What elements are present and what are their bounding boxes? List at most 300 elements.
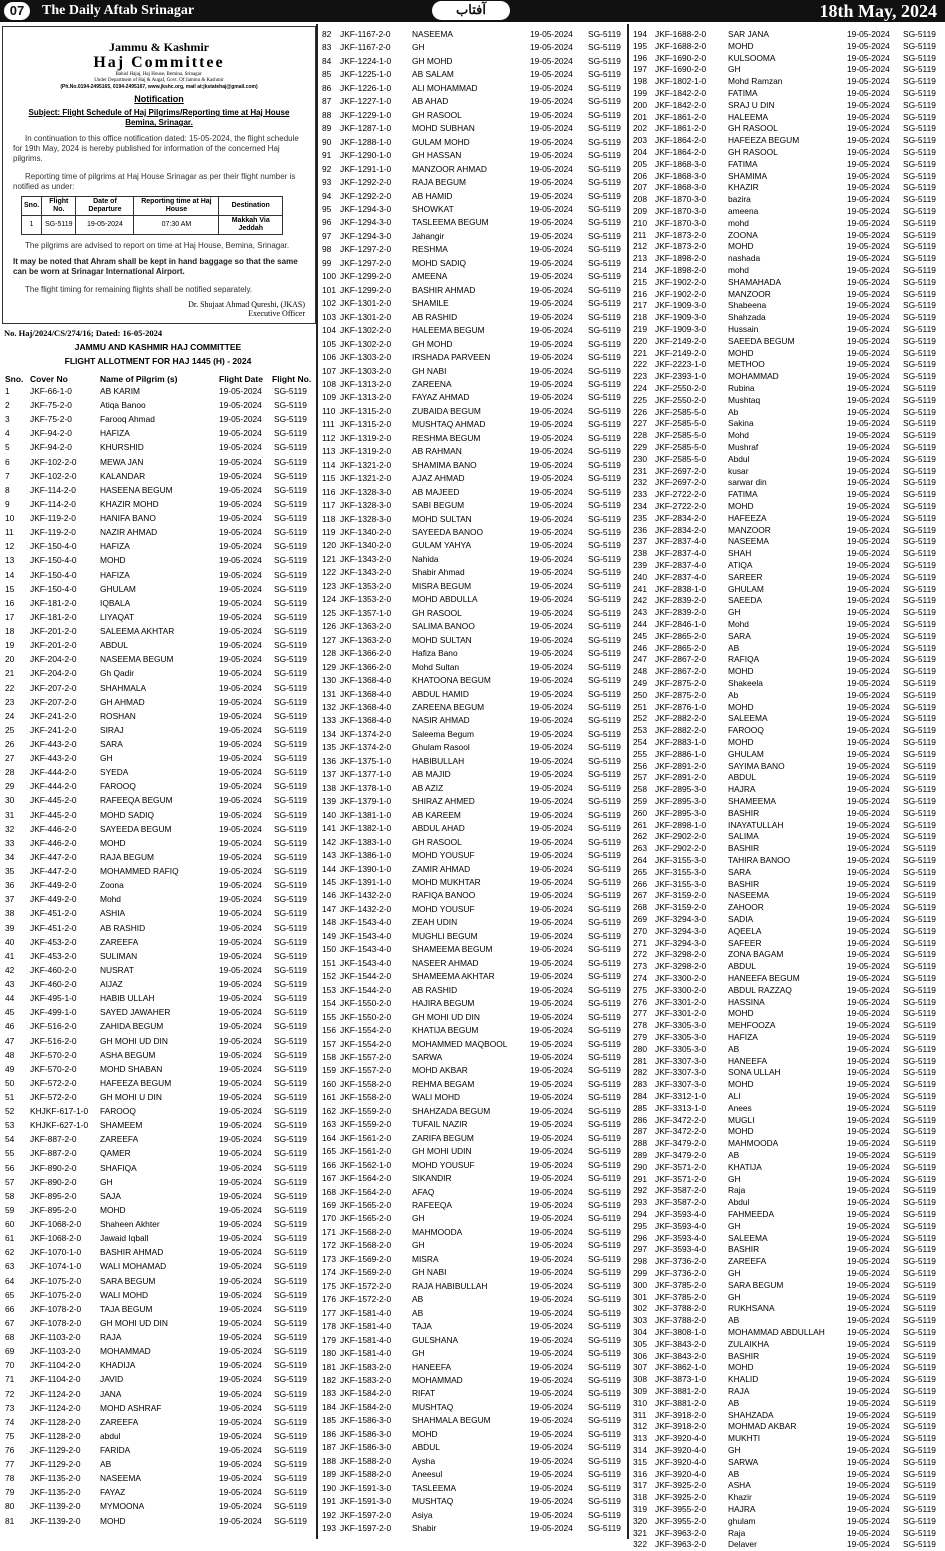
pilgrim-name: MOHAMMED RAFIQ <box>100 866 179 877</box>
flight-number: SG-5119 <box>588 1011 621 1022</box>
cover-number: JKF-1550-2-0 <box>340 998 392 1009</box>
flight-number: SG-5119 <box>588 661 621 672</box>
flight-date: 19-05-2024 <box>219 583 262 594</box>
cover-number: JKF-1690-2-0 <box>655 52 707 63</box>
pilgrim-name: FAROOQ <box>728 725 764 736</box>
flight-number: SG-5119 <box>903 1374 936 1385</box>
serial-number: 196 <box>633 52 647 63</box>
flight-date: 19-05-2024 <box>530 311 573 322</box>
flight-date: 19-05-2024 <box>530 473 573 484</box>
flight-number: SG-5119 <box>903 1008 936 1019</box>
flight-date: 19-05-2024 <box>847 1279 890 1290</box>
cover-number: JKF-1873-2-0 <box>655 241 707 252</box>
flight-number: SG-5119 <box>274 1077 307 1088</box>
flight-date: 19-05-2024 <box>847 111 890 122</box>
flight-date: 19-05-2024 <box>847 701 890 712</box>
flight-date: 19-05-2024 <box>847 949 890 960</box>
serial-number: 224 <box>633 383 647 393</box>
flight-date: 19-05-2024 <box>219 1388 262 1399</box>
flight-date: 19-05-2024 <box>530 405 573 416</box>
flight-date: 19-05-2024 <box>530 378 573 389</box>
cover-number: JKF-2886-1-0 <box>655 748 707 759</box>
cover-number: JKF-447-2-0 <box>30 851 77 862</box>
flight-number: SG-5119 <box>588 1240 621 1251</box>
pilgrim-name: SHAMEEMA <box>728 796 776 806</box>
pilgrim-name: KHATIJA BEGUM <box>412 1025 479 1036</box>
flight-date: 19-05-2024 <box>847 583 890 594</box>
flight-date: 19-05-2024 <box>530 446 573 457</box>
serial-number: 214 <box>633 265 647 275</box>
cover-number: JKF-1319-2-0 <box>340 446 392 457</box>
flight-number: SG-5119 <box>903 76 936 87</box>
pilgrim-name: MISRA <box>412 1253 439 1264</box>
flight-number: SG-5119 <box>903 359 936 370</box>
cover-number: JKF-1864-2-0 <box>655 147 707 157</box>
cover-number: JKF-1075-2-0 <box>30 1289 82 1300</box>
flight-date: 19-05-2024 <box>847 666 890 677</box>
cover-number: JKF-1288-1-0 <box>340 136 392 147</box>
flight-number: SG-5119 <box>903 123 936 134</box>
table-cell: 1 <box>22 216 42 235</box>
pilgrim-name: TASLEEMA BEGUM <box>412 217 489 228</box>
serial-number: 316 <box>633 1468 647 1479</box>
serial-number: 80 <box>5 1501 15 1512</box>
flight-number: SG-5119 <box>588 1455 621 1466</box>
pilgrim-name: HAFIZA <box>728 1032 758 1042</box>
flight-number: SG-5119 <box>588 1509 621 1520</box>
pilgrim-name: Shaheen Akhter <box>100 1219 160 1230</box>
flight-number: SG-5119 <box>588 473 621 484</box>
flight-number: SG-5119 <box>903 961 936 972</box>
pilgrim-name: AJAZ AHMAD <box>412 473 465 484</box>
pilgrim-name: AB <box>100 1459 112 1470</box>
cover-number: JKF-3918-2-0 <box>655 1421 707 1432</box>
serial-number: 126 <box>322 621 336 632</box>
pilgrim-name: kusar <box>728 465 749 476</box>
serial-number: 41 <box>5 950 15 961</box>
serial-number: 222 <box>633 359 647 370</box>
flight-date: 19-05-2024 <box>530 1294 573 1305</box>
flight-number: SG-5119 <box>588 1267 621 1278</box>
flight-number: SG-5119 <box>588 136 621 147</box>
pilgrim-name: ZAREENA <box>412 378 452 389</box>
allotment-title: JAMMU AND KASHMIR HAJ COMMITTEE <box>74 342 242 352</box>
flight-number: SG-5119 <box>588 96 621 107</box>
pilgrim-name: MOHD <box>728 737 754 747</box>
serial-number: 292 <box>633 1185 647 1196</box>
serial-number: 309 <box>633 1386 647 1396</box>
flight-date: 19-05-2024 <box>847 135 890 146</box>
cover-number: JKF-2895-3-0 <box>655 784 707 795</box>
flight-number: SG-5119 <box>588 298 621 309</box>
pilgrim-name: Khazir <box>728 1492 752 1503</box>
flight-date: 19-05-2024 <box>847 1468 890 1479</box>
flight-date: 19-05-2024 <box>530 1428 573 1439</box>
flight-date: 19-05-2024 <box>530 688 573 699</box>
pilgrim-name: MOHD MUKHTAR <box>412 876 481 887</box>
flight-number: SG-5119 <box>903 347 936 358</box>
flight-number: SG-5119 <box>903 583 936 594</box>
serial-number: 87 <box>322 96 332 107</box>
flight-number: SG-5119 <box>903 1539 936 1550</box>
flight-number: SG-5119 <box>903 1126 936 1137</box>
cover-number: JKF-1292-2-0 <box>340 177 392 188</box>
flight-number: SG-5119 <box>274 1063 307 1074</box>
cover-number: JKF-1597-2-0 <box>340 1523 392 1534</box>
cover-number: JKF-2585-5-0 <box>655 430 707 441</box>
flight-number: SG-5119 <box>588 1132 621 1143</box>
serial-number: 127 <box>322 634 336 645</box>
serial-number: 265 <box>633 866 647 877</box>
cover-number: JKF-1564-2-0 <box>340 1186 392 1197</box>
flight-date: 19-05-2024 <box>847 1315 890 1326</box>
serial-number: 289 <box>633 1150 647 1160</box>
serial-number: 213 <box>633 253 647 264</box>
flight-number: SG-5119 <box>588 1321 621 1332</box>
serial-number: 110 <box>322 405 336 416</box>
flight-number: SG-5119 <box>274 1275 307 1286</box>
flight-number: SG-5119 <box>903 453 936 464</box>
pilgrim-name: AB <box>728 1315 740 1326</box>
pilgrim-name: HAFIZA <box>100 541 130 552</box>
serial-number: 299 <box>633 1268 647 1278</box>
flight-number: SG-5119 <box>588 1173 621 1184</box>
cover-number: JKF-1135-2-0 <box>30 1473 81 1484</box>
flight-number: SG-5119 <box>903 914 936 924</box>
pilgrim-name: ZAREEFA <box>100 1134 139 1145</box>
flight-date: 19-05-2024 <box>219 724 262 735</box>
serial-number: 149 <box>322 930 336 941</box>
flight-date: 19-05-2024 <box>530 1119 573 1130</box>
flight-number: SG-5119 <box>903 843 936 854</box>
flight-date: 19-05-2024 <box>847 1527 890 1538</box>
serial-number: 15 <box>5 583 15 594</box>
pilgrim-name: TAJA BEGUM <box>100 1303 153 1314</box>
serial-number: 142 <box>322 836 336 847</box>
flight-date: 19-05-2024 <box>219 555 262 566</box>
flight-date: 19-05-2024 <box>847 1185 890 1196</box>
pilgrim-name: Saleema Begum <box>412 728 474 739</box>
serial-number: 103 <box>322 311 336 322</box>
cover-number: JKF-443-2-0 <box>30 739 77 749</box>
flight-number: SG-5119 <box>274 1360 307 1371</box>
serial-number: 112 <box>322 432 336 443</box>
pilgrim-name: BASHIR AHMAD <box>100 1247 164 1258</box>
pilgrim-name: MANZOOR <box>728 524 771 535</box>
pilgrim-name: AB <box>412 1307 424 1318</box>
pilgrim-name: ZAREENA BEGUM <box>412 702 485 712</box>
serial-number: 304 <box>633 1327 647 1337</box>
flight-date: 19-05-2024 <box>847 147 890 157</box>
pilgrim-name: IQBALA <box>100 597 131 608</box>
cover-number: JKF-499-1-0 <box>30 1007 77 1018</box>
flight-date: 19-05-2024 <box>530 809 573 820</box>
cover-number: JKF-1294-3-0 <box>340 217 392 228</box>
serial-number: 174 <box>322 1267 336 1278</box>
cover-number: JKF-1565-2-0 <box>340 1200 392 1211</box>
cover-number: JKF-75-2-0 <box>30 414 72 425</box>
flight-number: SG-5119 <box>588 82 621 93</box>
cover-number: JKF-887-2-0 <box>30 1134 77 1145</box>
cover-number: KHJKF-627-1-0 <box>30 1120 89 1131</box>
cover-number: JKF-1368-4-0 <box>340 675 392 686</box>
serial-number: 42 <box>5 964 15 975</box>
serial-number: 264 <box>633 855 647 865</box>
flight-number: SG-5119 <box>274 936 307 947</box>
pilgrim-name: Mushraf <box>728 442 759 452</box>
cover-number: JKF-447-2-0 <box>30 866 77 877</box>
pilgrim-name: GHULAM <box>728 748 764 759</box>
serial-number: 208 <box>633 194 647 205</box>
flight-date: 19-05-2024 <box>847 890 890 901</box>
flight-number: SG-5119 <box>903 241 936 252</box>
flight-date: 19-05-2024 <box>530 1065 573 1076</box>
cover-number: JKF-241-2-0 <box>30 724 77 735</box>
pilgrim-name: SAYED JAWAHER <box>100 1007 171 1018</box>
pilgrim-name: MISRA BEGUM <box>412 580 472 591</box>
cover-number: JKF-570-2-0 <box>30 1049 77 1060</box>
flight-number: SG-5119 <box>903 796 936 806</box>
cover-number: JKF-1909-3-0 <box>655 300 707 311</box>
flight-date: 19-05-2024 <box>530 150 573 161</box>
flight-number: SG-5119 <box>588 1213 621 1224</box>
flight-number: SG-5119 <box>903 1409 936 1420</box>
serial-number: 107 <box>322 365 336 376</box>
pilgrim-name: AB RAHMAN <box>412 446 462 457</box>
cover-number: JKF-1104-2-0 <box>30 1360 81 1371</box>
flight-number: SG-5119 <box>274 1021 307 1032</box>
pilgrim-name: INAYATULLAH <box>728 819 784 830</box>
pilgrim-name: NASEER AHMAD <box>412 957 479 968</box>
serial-number: 278 <box>633 1020 647 1031</box>
flight-number: SG-5119 <box>274 908 307 919</box>
serial-number: 95 <box>322 203 332 214</box>
pilgrim-name: HAJIRA BEGUM <box>412 998 475 1009</box>
serial-number: 259 <box>633 796 647 806</box>
cover-number: JKF-1124-2-0 <box>30 1388 81 1399</box>
flight-number: SG-5119 <box>588 917 621 928</box>
cover-number: JKF-3593-4-0 <box>655 1244 707 1255</box>
cover-number: JKF-3307-3-0 <box>655 1079 707 1090</box>
flight-number: SG-5119 <box>588 513 621 524</box>
serial-number: 178 <box>322 1321 336 1332</box>
flight-number: SG-5119 <box>588 580 621 591</box>
serial-number: 171 <box>322 1226 336 1237</box>
table-cell: Makkah Via Jeddah <box>219 216 283 235</box>
pilgrim-name: Jawaid Iqball <box>100 1233 149 1244</box>
flight-date: 19-05-2024 <box>847 713 890 724</box>
pilgrim-name: GH RASOOL <box>728 147 778 157</box>
cover-number: JKF-2867-2-0 <box>655 666 707 677</box>
cover-number: JKF-3301-2-0 <box>655 996 707 1007</box>
flight-date: 19-05-2024 <box>530 1051 573 1062</box>
pilgrim-name: RAFIQA <box>728 654 760 665</box>
cover-number: JKF-1287-1-0 <box>340 123 392 134</box>
pilgrim-name: NASIR AHMAD <box>412 715 470 726</box>
serial-number: 249 <box>633 678 647 688</box>
serial-number: 89 <box>322 123 332 134</box>
pilgrim-name: MOHD <box>728 666 754 677</box>
pilgrim-name: MOHD SADIQ <box>100 809 154 820</box>
serial-number: 269 <box>633 914 647 924</box>
flight-date: 19-05-2024 <box>847 312 890 323</box>
flight-date: 19-05-2024 <box>847 241 890 252</box>
flight-date: 19-05-2024 <box>530 930 573 941</box>
flight-date: 19-05-2024 <box>530 365 573 376</box>
cover-number: JKF-449-2-0 <box>30 880 77 891</box>
cover-number: JKF-1586-3-0 <box>340 1415 392 1426</box>
flight-number: SG-5119 <box>903 619 936 629</box>
cover-number: JKF-1597-2-0 <box>340 1509 392 1520</box>
serial-number: 256 <box>633 760 647 771</box>
cover-number: JKF-181-2-0 <box>30 611 77 622</box>
flight-date: 19-05-2024 <box>847 64 890 75</box>
serial-number: 48 <box>5 1049 15 1060</box>
flight-date: 19-05-2024 <box>530 863 573 874</box>
flight-date: 19-05-2024 <box>530 621 573 632</box>
cover-number: JKF-1128-2-0 <box>30 1416 81 1427</box>
flight-number: SG-5119 <box>903 536 936 547</box>
cover-number: JKF-2834-2-0 <box>655 512 707 523</box>
flight-date: 19-05-2024 <box>530 540 573 551</box>
serial-number: 33 <box>5 837 15 848</box>
cover-number: JKF-94-2-0 <box>30 442 72 453</box>
flight-number: SG-5119 <box>903 1232 936 1243</box>
flight-number: SG-5119 <box>588 809 621 820</box>
flight-date: 19-05-2024 <box>847 1433 890 1444</box>
pilgrim-name: SARA <box>728 866 751 877</box>
flight-date: 19-05-2024 <box>530 500 573 511</box>
column-divider <box>316 24 318 1539</box>
pilgrim-name: JAVID <box>100 1374 124 1385</box>
cover-number: JKF-3788-2-0 <box>655 1315 707 1326</box>
serial-number: 128 <box>322 648 336 659</box>
issue-date: 18th May, 2024 <box>819 1 937 21</box>
flight-date: 19-05-2024 <box>530 55 573 66</box>
pilgrim-name: MOHD YOUSUF <box>412 850 475 861</box>
serial-number: 39 <box>5 922 15 933</box>
pilgrim-name: RAJA BEGUM <box>412 177 466 188</box>
flight-number: SG-5119 <box>588 850 621 861</box>
pilgrim-name: SHAHMALA BEGUM <box>412 1415 491 1426</box>
cover-number: JKF-1068-2-0 <box>30 1233 82 1244</box>
flight-number: SG-5119 <box>588 325 621 336</box>
serial-number: 218 <box>633 312 647 323</box>
pilgrim-name: HALEEMA <box>728 111 769 122</box>
cover-number: JKF-1226-1-0 <box>340 82 392 93</box>
serial-number: 311 <box>633 1409 647 1420</box>
serial-number: 115 <box>322 473 336 484</box>
cover-number: JKF-3472-2-0 <box>655 1126 707 1137</box>
cover-number: JKF-1227-1-0 <box>340 96 392 107</box>
flight-number: SG-5119 <box>903 1032 936 1042</box>
serial-number: 225 <box>633 394 647 405</box>
cover-number: JKF-3587-2-0 <box>655 1197 707 1208</box>
serial-number: 38 <box>5 908 15 919</box>
flight-date: 19-05-2024 <box>847 1480 890 1491</box>
flight-number: SG-5119 <box>903 666 936 677</box>
serial-number: 159 <box>322 1065 336 1076</box>
flight-number: SG-5119 <box>903 1020 936 1031</box>
flight-date: 19-05-2024 <box>219 866 262 877</box>
cover-number: JKF-1554-2-0 <box>340 1025 392 1036</box>
flight-date: 19-05-2024 <box>530 1132 573 1143</box>
flight-number: SG-5119 <box>903 194 936 205</box>
cover-number: JKF-1898-2-0 <box>655 265 707 275</box>
cover-number: JKF-2876-1-0 <box>655 701 707 712</box>
serial-number: 111 <box>322 419 335 430</box>
cover-number: JKF-3955-2-0 <box>655 1515 707 1526</box>
flight-number: SG-5119 <box>903 1421 936 1432</box>
cover-number: JKF-1544-2-0 <box>340 971 392 982</box>
flight-number: SG-5119 <box>588 1415 621 1426</box>
pilgrim-name: HAFEEZA <box>728 512 767 523</box>
pilgrim-name: METHOO <box>728 359 765 370</box>
serial-number: 73 <box>5 1402 15 1413</box>
serial-number: 98 <box>322 244 332 255</box>
cover-number: JKF-3920-4-0 <box>655 1456 707 1467</box>
serial-number: 266 <box>633 878 647 889</box>
flight-number: SG-5119 <box>903 1279 936 1290</box>
flight-date: 19-05-2024 <box>847 630 890 641</box>
flight-date: 19-05-2024 <box>847 52 890 63</box>
flight-date: 19-05-2024 <box>219 400 262 411</box>
flight-date: 19-05-2024 <box>847 1032 890 1042</box>
serial-number: 169 <box>322 1200 336 1211</box>
pilgrim-name: GH <box>100 753 113 764</box>
flight-date: 19-05-2024 <box>847 524 890 535</box>
serial-number: 310 <box>633 1397 647 1408</box>
serial-number: 237 <box>633 536 647 547</box>
flight-date: 19-05-2024 <box>530 607 573 618</box>
serial-number: 68 <box>5 1332 15 1343</box>
serial-number: 227 <box>633 418 647 429</box>
flight-date: 19-05-2024 <box>847 158 890 169</box>
serial-number: 140 <box>322 809 336 820</box>
cover-number: JKF-2898-1-0 <box>655 819 707 830</box>
pilgrim-name: HAFEEZA BEGUM <box>728 135 800 146</box>
serial-number: 248 <box>633 666 647 677</box>
cover-number: JKF-1572-2-0 <box>340 1294 392 1305</box>
pilgrim-name: Shabir Ahmad <box>412 567 465 578</box>
cover-number: JKF-1802-1-0 <box>655 76 707 87</box>
serial-number: 240 <box>633 571 647 582</box>
flight-date: 19-05-2024 <box>219 569 262 580</box>
pilgrim-name: Asiya <box>412 1509 433 1520</box>
flight-date: 19-05-2024 <box>847 996 890 1007</box>
serial-number: 291 <box>633 1173 647 1184</box>
pilgrim-name: ameena <box>728 206 759 216</box>
flight-date: 19-05-2024 <box>847 595 890 606</box>
serial-number: 176 <box>322 1294 336 1305</box>
flight-date: 19-05-2024 <box>219 1035 262 1046</box>
flight-number: SG-5119 <box>903 1268 936 1278</box>
org-name: Haj Committee <box>93 54 225 71</box>
flight-date: 19-05-2024 <box>219 1204 262 1215</box>
serial-number: 34 <box>5 851 15 862</box>
cover-number: JKF-2393-1-0 <box>655 371 707 382</box>
cover-number: JKF-150-4-0 <box>30 569 77 580</box>
cover-number: JKF-1584-2-0 <box>340 1388 392 1399</box>
cover-number: JKF-449-2-0 <box>30 894 77 905</box>
cover-number: JKF-2722-2-0 <box>655 489 707 500</box>
flight-date: 19-05-2024 <box>219 1416 262 1427</box>
cover-number: JKF-3571-2-0 <box>655 1173 707 1184</box>
flight-date: 19-05-2024 <box>847 843 890 854</box>
serial-number: 288 <box>633 1138 647 1149</box>
cover-number: JKF-1588-2-0 <box>340 1455 392 1466</box>
flight-date: 19-05-2024 <box>219 414 262 425</box>
